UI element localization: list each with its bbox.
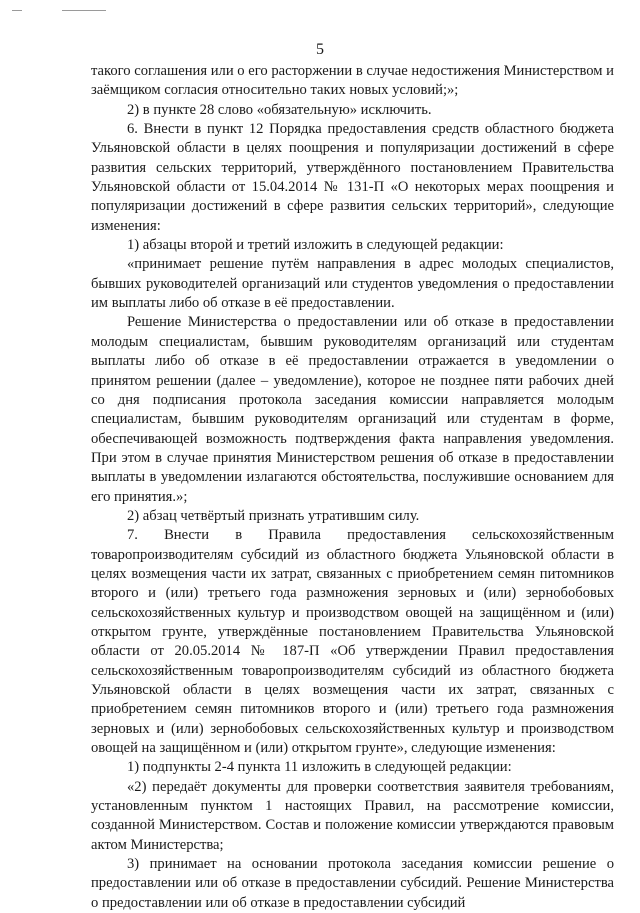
scan-mark: [62, 10, 106, 11]
paragraph: 2) абзац четвёртый признать утратившим силу.: [127, 507, 420, 524]
paragraph: 2) в пункте 28 слово «обязательную» исключить.: [127, 101, 432, 118]
paragraph: 7. Внести в Правила предоставления сельскохозяйственным товаропроизводителям субсидий из областного бюджета Ульяновской области в целях возмещения части их затрат, связанных с приобретением семян питомников второго и (или) третьего года размножения зерновых и (или) зернобобовых сельскохозяйственных культур и производством овощей на защищённом и (или) открытом грунте, утверждённые постановлением Правительства Ульяновской области от 20.05.2014 № 187-П «Об утверждении Правил предоставления сельскохозяйственным товаропроизводителям субсидий из областного бюджета Ульяновской области в целях возмещения части их затрат, связанных с приобретением семян питомников второго и (или) третьего года размножения зерновых и (или) зернобобовых сельскохозяйственных культур и производством овощей на защищённом и (или) открытом грунте», следующие изменения:: [91, 527, 614, 757]
paragraph: 3) принимает на основании протокола заседания комиссии решение о предоставлении или об отказе в предоставлении субсидий. Решение Министерства о предоставлении или об отказе в предоставлении субсидий: [91, 856, 614, 911]
paragraph: «2) передаёт документы для проверки соответствия заявителя требованиям, установленным пунктом 1 настоящих Правил, на рассмотрение комиссии, созданной Министерством. Состав и положение комиссии утверждаются правовым актом Министерства;: [91, 778, 614, 853]
scan-mark: [12, 10, 22, 11]
document-body: [91, 62, 614, 913]
paragraph: 6. Внести в пункт 12 Порядка предоставления средств областного бюджета Ульяновской области в целях поощрения и популяризации достижений в сфере развития сельских территорий, утверждённого постановлением Правительства Ульяновской области от 15.04.2014 № 131-П «О некоторых мерах поощрения и популяризации достижений в сфере развития сельских территорий», следующие изменения:: [91, 121, 614, 234]
page-number: 5: [316, 41, 324, 58]
paragraph: 1) абзацы второй и третий изложить в следующей редакции:: [127, 237, 504, 254]
paragraph: 1) подпункты 2-4 пункта 11 изложить в следующей редакции:: [127, 759, 512, 776]
paragraph: такого соглашения или о его расторжении в случае недостижения Министерством и заёмщиком согласия относительно таких новых условий;»;: [91, 63, 614, 99]
paragraph: «принимает решение путём направления в адрес молодых специалистов, бывших руководителей организаций или студентов уведомления о предоставлении им выплаты либо об отказе в её предоставлении.: [91, 256, 614, 312]
paragraph: Решение Министерства о предоставлении или об отказе в предоставлении молодым специалистам, бывшим руководителям организаций или студентам выплаты либо об отказе в её предоставлении отражается в уведомлении о принятом решении (далее – уведомление), которое не позднее пяти рабочих дней со дня подписания протокола заседания комиссии направляется молодым специалистам, бывшим руководителям организаций или студентам в форме, обеспечивающей возможность подтверждения факта направления уведомления. При этом в случае принятия Министерством решения об отказе в предоставлении выплаты в уведомлении излагаются обстоятельства, послужившие основанием для его принятия.»;: [91, 314, 614, 505]
